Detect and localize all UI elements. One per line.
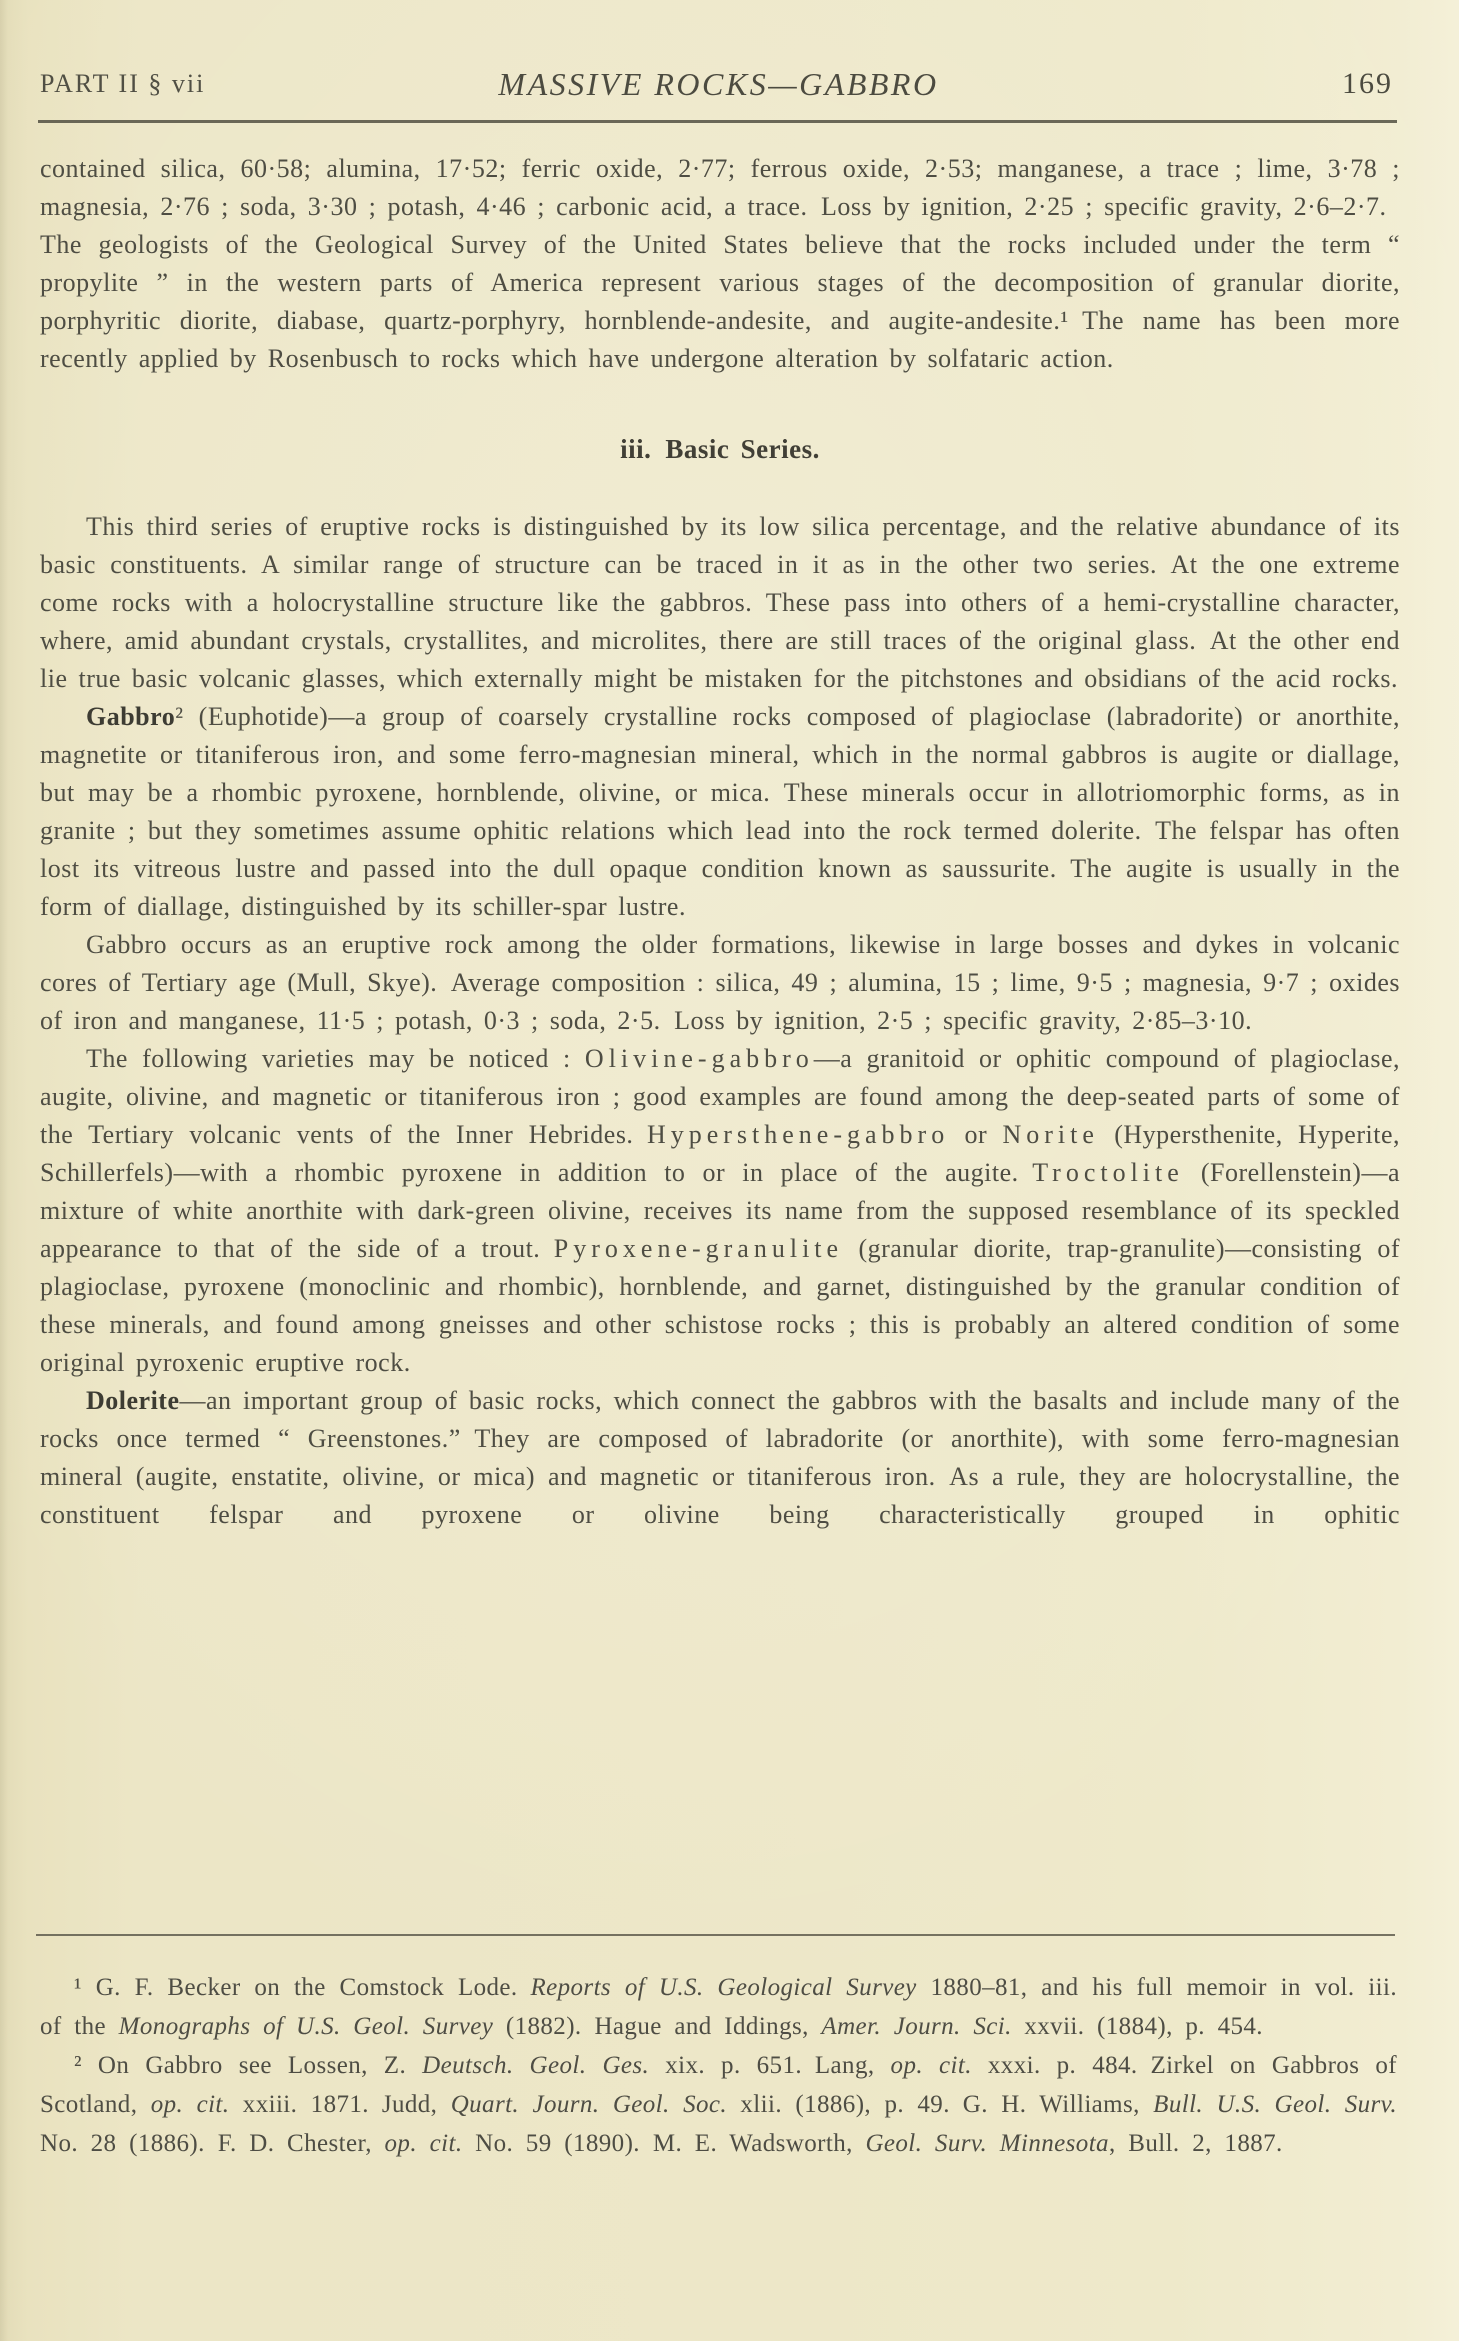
text-segment: ¹ G. F. Becker on the Comstock Lode. [74,1974,531,2001]
text-segment: —an important group of basic rocks, which connect the gabbros with the basalts and include many of the rocks once termed “ Greenstones.” They are composed of labradorite (or anorthite), with some ferro-magnesian mineral (augite, enstatite, olivine, or mica) and magnetic or titaniferous iron. As a rule, they are holocrystalline, the constituent felspar and pyroxene or olivine being characteristically grouped in ophitic [40,1386,1400,1529]
text-segment: , Bull. 2, 1887. [1108,2130,1283,2157]
header-section-label: PART II § vii [40,69,206,98]
text-segment: 1880–81, and his full memoir in vol. iii. of the [40,1974,1397,2040]
paragraph [40,1040,1400,1382]
text-segment: (Hypersthenite, Hyperite, Schillerfels)—with a rhombic pyroxene in addition to or in place of the augite. [40,1120,1400,1187]
text-segment: xxxi. p. 484. Zirkel on Gabbros of Scotland, [40,2052,1397,2118]
footnote [40,1968,1397,2046]
text-segment: Troctolite [1032,1158,1184,1187]
text-segment: ² (Euphotide)—a group of coarsely crystalline rocks composed of plagioclase (labradorite) or anorthite, magnetite or titaniferous iron, and some ferro-magnesian mineral, which in the normal gabbros is augite or diallage, but may be a rhombic pyroxene, hornblende, olivine, or mica. These minerals occur in allotriomorphic forms, as in granite ; but they sometimes assume ophitic relations which lead into the rock termed dolerite. The felspar has often lost its vitreous lustre and passed into the dull opaque condition known as saussurite. The augite is usually in the form of diallage, distinguished by its schiller-spar lustre. [40,702,1400,921]
text-segment: Bull. U.S. Geol. Surv. [1153,2091,1397,2118]
text-segment: xxvii. (1884), p. 454. [1011,2013,1263,2040]
header-rule [38,120,1397,123]
text-segment: xlii. (1886), p. 49. G. H. Williams, [727,2091,1154,2118]
paragraph [40,150,1400,378]
text-segment: —a granitoid or ophitic compound of plagioclase, augite, olivine, and magnetic or titaniferous iron ; good examples are found among the deep-seated parts of some of the Tertiary volcanic vents of the Inner Hebrides. [40,1044,1400,1149]
paragraph [40,926,1400,1040]
text-segment: xxiii. 1871. Judd, [229,2091,451,2118]
section-heading: iii. Basic Series. [620,434,820,464]
text-segment: (1882). Hague and Iddings, [493,2013,822,2040]
running-header [40,62,1397,106]
text-segment: Gabbro [86,702,176,731]
text-segment: or [949,1120,1003,1149]
text-segment: Amer. Journ. Sci. [821,2013,1012,2040]
page-body [40,150,1400,1534]
text-segment: Gabbro occurs as an eruptive rock among the older formations, likewise in large bosses and dykes in volcanic cores of Tertiary age (Mull, Skye). Average composition : silica, 49 ; alumina, 15 ; lime, 9·5 ; magnesia, 9·7 ; oxides of iron and manganese, 11·5 ; potash, 0·3 ; soda, 2·5. Loss by ignition, 2·5 ; specific gravity, 2·85–3·10. [40,930,1400,1035]
text-segment: ² On Gabbro see Lossen, Z. [74,2052,423,2079]
text-segment: Dolerite [86,1386,180,1415]
text-segment: op. cit. [384,2130,463,2157]
text-segment: Hypersthene-gabbro [646,1120,950,1149]
text-segment: Deutsch. Geol. Ges. [422,2052,650,2079]
footnote [40,2046,1397,2163]
text-segment: Pyroxene-granulite [553,1234,844,1263]
text-segment: Monographs of U.S. Geol. Survey [118,2013,494,2040]
paragraph [40,508,1400,698]
footnote-divider [36,1934,1395,1936]
text-segment: Geol. Surv. Minnesota [865,2130,1109,2157]
footnotes [40,1968,1397,2163]
text-segment: This third series of eruptive rocks is distinguished by its low silica percentage, and the relative abundance of its basic constituents. A similar range of structure can be traced in it as in the other two series. At the one extreme come rocks with a holocrystalline structure like the gabbros. These pass into others of a hemi-crystalline character, where, amid abundant crystals, crystallites, and microlites, there are still traces of the original glass. At the other end lie true basic volcanic glasses, which externally might be mistaken for the pitchstones and obsidians of the acid rocks. [40,512,1400,693]
paragraph [40,698,1400,926]
text-segment: Olivine-gabbro [584,1044,814,1073]
text-segment: op. cit. [150,2091,230,2118]
text-segment: The following varieties may be noticed : [86,1044,585,1073]
text-segment: Reports of U.S. Geological Survey [530,1974,917,2001]
text-segment: op. cit. [890,2052,972,2079]
header-page-number: 169 [1342,67,1393,100]
text-segment: Norite [1002,1120,1099,1149]
text-segment: No. 59 (1890). M. E. Wadsworth, [462,2130,866,2157]
header-title: MASSIVE ROCKS—GABBRO [498,66,939,102]
text-segment: xix. p. 651. Lang, [649,2052,891,2079]
text-segment: contained silica, 60·58; alumina, 17·52; ferric oxide, 2·77; ferrous oxide, 2·53; manganese, a trace ; lime, 3·78 ; magnesia, 2·76 ; soda, 3·30 ; potash, 4·46 ; carbonic acid, a trace. Loss by ignition, 2·25 ; specific gravity, 2·6–2·7. The geologists of the Geological Survey of the United States believe that the rocks included under the term “ propylite ” in the western parts of America represent various stages of the decomposition of granular diorite, porphyritic diorite, diabase, quartz-porphyry, hornblende-andesite, and augite-andesite.¹ The name has been more recently applied by Rosenbusch to rocks which have undergone alteration by solfataric action. [40,154,1400,373]
paragraph [40,1382,1400,1534]
text-segment: (Forellenstein)—a mixture of white anorthite with dark-green olivine, receives its name from the supposed resemblance of its speckled appearance to that of the side of a trout. [40,1158,1400,1263]
text-segment: No. 28 (1886). F. D. Chester, [40,2130,385,2157]
text-segment: Quart. Journ. Geol. Soc. [450,2091,728,2118]
text-segment: (granular diorite, trap-granulite)—consisting of plagioclase, pyroxene (monoclinic and rhombic), hornblende, and garnet, distinguished by the granular condition of these minerals, and found among gneisses and other schistose rocks ; this is probably an altered condition of some original pyroxenic eruptive rock. [40,1234,1400,1377]
